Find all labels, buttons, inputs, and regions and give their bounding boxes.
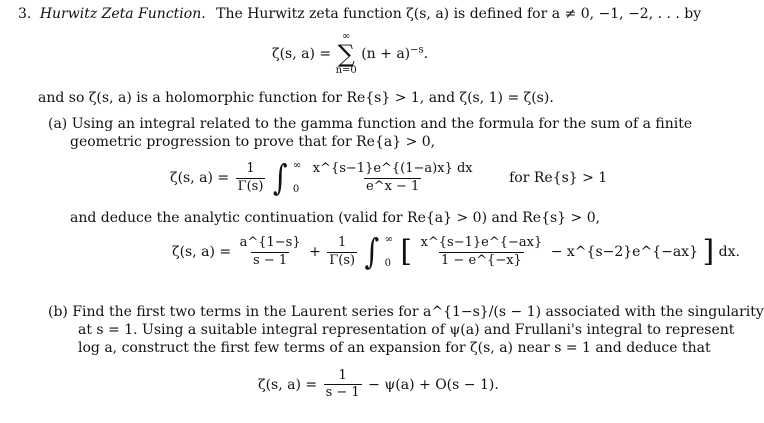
eq4-frac-denominator: s − 1: [325, 385, 360, 401]
eq3-int-upper: ∞: [384, 234, 393, 245]
eq2-integral-limits: [293, 160, 301, 196]
eq1-lhs: ζ(s, a) =: [272, 46, 332, 62]
eq2-integrand: [311, 161, 475, 195]
eq3-plus: +: [309, 244, 321, 260]
holomorphic-line: and so ζ(s, a) is a holomorphic function for Re{s} > 1, and ζ(s, 1) = ζ(s).: [38, 90, 554, 106]
sum-operator: [336, 32, 357, 76]
heading-sentence: The Hurwitz zeta function ζ(s, a) is defined for a ≠ 0, −1, −2, . . . by: [216, 6, 702, 22]
problem-title: Hurwitz Zeta Function.: [39, 6, 206, 22]
eq3-inner-denominator: 1 − e^{−x}: [441, 252, 522, 268]
eq3-fraction-2: [327, 235, 357, 269]
problem-heading: [18, 6, 701, 24]
equation-4: [258, 368, 499, 402]
eq3-minus-term: − x^{s−2}e^{−ax}: [550, 244, 698, 260]
integral-sign: ∫: [364, 230, 380, 272]
right-bracket: ]: [702, 234, 715, 269]
part-a-line-2: geometric progression to prove that for Re{a} > 0,: [70, 134, 436, 150]
left-bracket: [: [400, 234, 413, 269]
eq3-inner-fraction: [419, 235, 545, 269]
eq4-frac-numerator: 1: [338, 368, 347, 383]
sum-symbol: ∑: [337, 40, 355, 68]
eq2-int-upper: ∞: [292, 160, 302, 171]
eq2-integrand-denominator: e^x − 1: [365, 178, 420, 194]
part-a-line-3: and deduce the analytic continuation (valid for Re{a} > 0) and Re{s} > 0,: [70, 210, 601, 226]
eq3-int-lower: 0: [384, 257, 391, 269]
equation-1: [272, 32, 428, 76]
integral-sign: ∫: [272, 156, 288, 198]
part-a-line-1: (a) Using an integral related to the gamma function and the formula for the sum of a finite: [48, 116, 693, 132]
sum-upper: ∞: [342, 31, 351, 42]
eq3-frac2-denominator: Γ(s): [329, 252, 356, 268]
eq2-condition: for Re{s} > 1: [509, 170, 608, 186]
part-b-line-2: at s = 1. Using a suitable integral representation of ψ(a) and Frullani's integral to represent: [78, 322, 735, 338]
equation-3: [172, 230, 740, 272]
eq2-lhs: ζ(s, a) =: [170, 170, 230, 186]
eq1-term: (n + a): [361, 46, 411, 62]
part-b-line-3: log a, construct the first few terms of an expansion for ζ(s, a) near s = 1 and deduce that: [78, 340, 711, 356]
equation-2: [170, 156, 608, 198]
eq2-gamma-fraction: [236, 161, 266, 195]
eq3-inner-numerator: x^{s−1}e^{−ax}: [420, 235, 543, 251]
eq1-exponent: −s: [410, 44, 424, 56]
eq2-int-lower: 0: [292, 183, 300, 195]
eq3-frac1-numerator: a^{1−s}: [239, 235, 301, 251]
eq3-frac1-denominator: s − 1: [253, 252, 288, 268]
problem-number: 3.: [18, 6, 32, 22]
part-b-line-1: (b) Find the first two terms in the Laurent series for a^{1−s}/(s − 1) associated with the singularity: [48, 304, 764, 320]
eq3-integral-limits: [385, 234, 393, 270]
eq2-frac-numerator: 1: [246, 161, 255, 177]
eq4-rest: − ψ(a) + O(s − 1).: [368, 376, 499, 393]
sum-lower: n=0: [335, 65, 357, 76]
eq3-lhs: ζ(s, a) =: [172, 244, 232, 260]
eq3-dx: dx.: [718, 244, 740, 260]
eq3-frac2-numerator: 1: [338, 235, 347, 251]
eq4-fraction: [324, 368, 362, 402]
eq1-end: .: [423, 46, 429, 62]
eq2-integrand-numerator: x^{s−1}e^{(1−a)x} dx: [312, 161, 473, 177]
eq3-fraction-1: [238, 235, 303, 269]
eq2-frac-denominator: Γ(s): [237, 178, 264, 194]
eq4-lhs: ζ(s, a) =: [258, 376, 318, 393]
